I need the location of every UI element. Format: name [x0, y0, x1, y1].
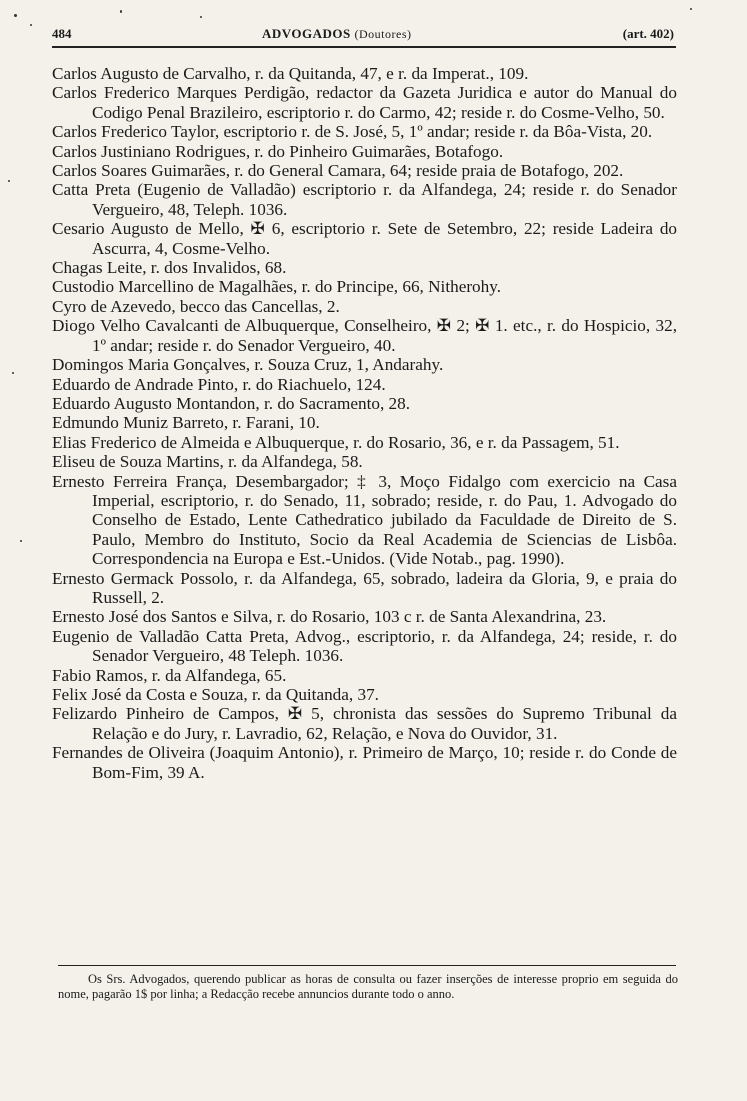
- section-title-main: ADVOGADOS: [262, 26, 351, 41]
- section-subtitle: (Doutores): [354, 27, 412, 41]
- list-item: Ernesto José dos Santos e Silva, r. do Rosario, 103 c r. de Santa Alexandrina, 23.: [52, 607, 607, 627]
- list-item: Fabio Ramos, r. da Alfandega, 65.: [52, 665, 287, 685]
- list-item: Carlos Frederico Marques Perdigão, redactor da Gazeta Juridica e autor do Manual do Codigo Penal Brazileiro, escriptorio r. do Carmo, 42; reside r. do Cosme-Velho, 50.: [52, 83, 677, 122]
- scan-speck: [120, 10, 122, 13]
- page-number: 484: [52, 26, 72, 41]
- entry-list: [52, 64, 677, 782]
- scan-speck: [14, 14, 17, 17]
- list-item: Eugenio de Valladão Catta Preta, Advog., escriptorio, r. da Alfandega, 24; reside, r. do Senador Vergueiro, 48 Teleph. 1036.: [52, 626, 677, 666]
- list-item: Edmundo Muniz Barreto, r. Farani, 10.: [52, 413, 320, 433]
- list-item: Eduardo de Andrade Pinto, r. do Riachuelo, 124.: [52, 374, 386, 394]
- header-rule: [52, 46, 676, 48]
- list-item: Custodio Marcellino de Magalhães, r. do Principe, 66, Nitherohy.: [52, 277, 502, 297]
- scan-speck: [8, 180, 10, 182]
- list-item: Chagas Leite, r. dos Invalidos, 68.: [52, 258, 287, 278]
- footnote: Os Srs. Advogados, querendo publicar as horas de consulta ou fazer inserções de interesse proprio em seguida do nome, pagarão 1$ por linha; a Redacção recebe annuncios durante todo o anno.: [58, 972, 678, 1001]
- article-reference: (art. 402): [622, 26, 674, 41]
- list-item: Ernesto Ferreira França, Desembargador; ‡ 3, Moço Fidalgo com exercicio na Casa Imperial, escriptorio, r. do Senado, 11, sobrado; reside, r. do Pau, 1. Advogado do Conselho de Estado, Lente Cathedratico jubilado da Faculdade de Direito de S. Paulo, Membro do Instituto, Socio da Real Academia de Sciencias de Lisbôa. Correspondencia na Europa e Est.-Unidos. (Vide Notab., pag. 1990).: [52, 471, 677, 569]
- page-header: [52, 26, 674, 46]
- section-title: [262, 26, 411, 42]
- list-item: Eduardo Augusto Montandon, r. do Sacramento, 28.: [52, 393, 411, 413]
- scan-speck: [20, 540, 22, 542]
- list-item: Eliseu de Souza Martins, r. da Alfandega, 58.: [52, 452, 363, 472]
- footnote-rule: [58, 965, 676, 966]
- list-item: Catta Preta (Eugenio de Valladão) escriptorio r. da Alfandega, 24; reside r. do Senador Vergueiro, 48, Teleph. 1036.: [52, 180, 677, 219]
- list-item: Felizardo Pinheiro de Campos, ✠ 5, chronista das sessões do Supremo Tribunal da Relação e do Jury, r. Lavradio, 62, Relação, e Nova do Ouvidor, 31.: [52, 704, 677, 743]
- list-item: Cesario Augusto de Mello, ✠ 6, escriptorio r. Sete de Setembro, 22; reside Ladeira do Ascurra, 4, Cosme-Velho.: [52, 219, 677, 258]
- list-item: Diogo Velho Cavalcanti de Albuquerque, Conselheiro, ✠ 2; ✠ 1. etc., r. do Hospicio, 32, 1º andar; reside r. do Senador Vergueiro, 40.: [52, 316, 677, 355]
- scan-speck: [690, 8, 692, 10]
- list-item: Elias Frederico de Almeida e Albuquerque, r. do Rosario, 36, e r. da Passagem, 51.: [52, 432, 620, 452]
- scan-speck: [30, 24, 32, 26]
- list-item: Fernandes de Oliveira (Joaquim Antonio), r. Primeiro de Março, 10; reside r. do Conde de Bom-Fim, 39 A.: [52, 743, 677, 782]
- list-item: Carlos Augusto de Carvalho, r. da Quitanda, 47, e r. da Imperat., 109.: [52, 64, 529, 83]
- scan-speck: [200, 16, 202, 18]
- list-item: Cyro de Azevedo, becco das Cancellas, 2.: [52, 296, 340, 316]
- list-item: Domingos Maria Gonçalves, r. Souza Cruz, 1, Andarahy.: [52, 355, 444, 375]
- list-item: Carlos Justiniano Rodrigues, r. do Pinheiro Guimarães, Botafogo.: [52, 141, 504, 161]
- list-item: Carlos Frederico Taylor, escriptorio r. de S. José, 5, 1º andar; reside r. da Bôa-Vista, 20.: [52, 122, 653, 142]
- scan-speck: [12, 372, 14, 374]
- list-item: Felix José da Costa e Souza, r. da Quitanda, 37.: [52, 685, 379, 704]
- list-item: Ernesto Germack Possolo, r. da Alfandega, 65, sobrado, ladeira da Gloria, 9, e praia do Russell, 2.: [52, 568, 677, 607]
- list-item: Carlos Soares Guimarães, r. do General Camara, 64; reside praia de Botafogo, 202.: [52, 161, 624, 181]
